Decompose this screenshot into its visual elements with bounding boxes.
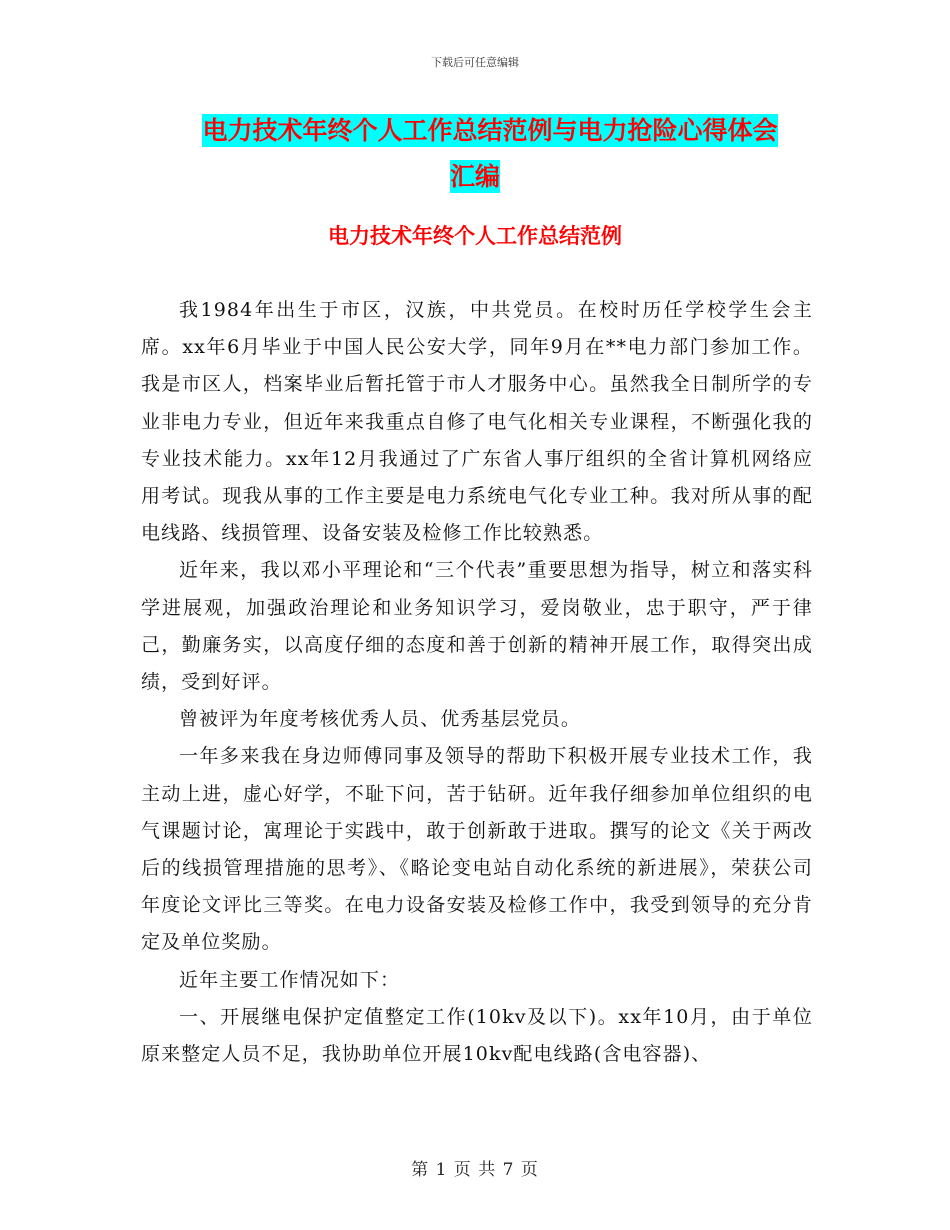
paragraph: 我1984年出生于市区，汉族，中共党员。在校时历任学校学生会主席。xx年6月毕业于中国人民公安大学，同年9月在**电力部门参加工作。我是市区人，档案毕业后暂托管于市人才服务中心。虽然我全日制所学的专业非电力专业，但近年来我重点自修了电气化相关专业课程，不断强化我的专业技术能力。xx年12月我通过了广东省人事厅组织的全省计算机网络应用考试。现我从事的工作主要是电力系统电气化专业工种。我对所从事的配电线路、线损管理、设备安装及检修工作比较熟悉。 bbox=[141, 299, 813, 545]
document-title bbox=[0, 108, 950, 200]
body-text bbox=[141, 292, 813, 1073]
paragraph: 曾被评为年度考核优秀人员、优秀基层党员。 bbox=[179, 708, 582, 731]
paragraph: 一年多来我在身边师傅同事及领导的帮助下积极开展专业技术工作，我主动上进，虚心好学，不耻下问，苦于钻研。近年我仔细参加单位组织的电气课题讨论，寓理论于实践中，敢于创新敢于进取。撰写的论文《关于两改后的线损管理措施的思考》、《略论变电站自动化系统的新进展》，荣获公司年度论文评比三等奖。在电力设备安装及检修工作中，我受到领导的充分肯定及单位奖励。 bbox=[141, 745, 813, 954]
paragraph: 一、开展继电保护定值整定工作(10kv及以下)。xx年10月，由于单位原来整定人员不足，我协助单位开展10kv配电线路(含电容器)、 bbox=[141, 1005, 813, 1066]
paragraph: 近年主要工作情况如下： bbox=[179, 968, 401, 991]
document-title-line1: 电力技术年终个人工作总结范例与电力抢险心得体会 bbox=[202, 116, 778, 145]
section-title: 电力技术年终个人工作总结范例 bbox=[328, 224, 622, 248]
paragraph: 近年来，我以邓小平理论和“三个代表”重要思想为指导，树立和落实科学进展观，加强政治理论和业务知识学习，爱岗敬业，忠于职守，严于律己，勤廉务实，以高度仔细的态度和善于创新的精神开展工作，取得突出成绩，受到好评。 bbox=[141, 559, 813, 694]
page-footer: 第 1 页 共 7 页 bbox=[411, 1160, 539, 1180]
header-note: 下载后可任意编辑 bbox=[431, 56, 519, 69]
document-title-line1-wrap bbox=[0, 108, 950, 154]
document-title-line2: 汇编 bbox=[449, 162, 500, 191]
